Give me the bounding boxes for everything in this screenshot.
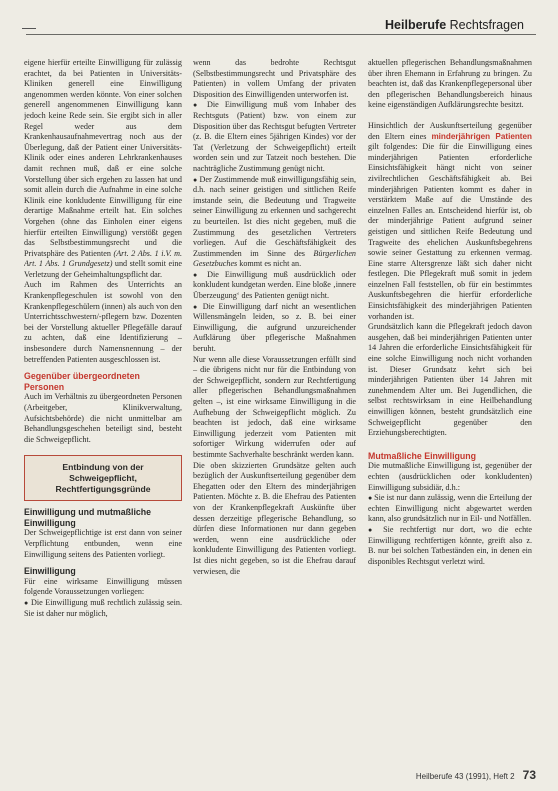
col2-bullet-1: ● Die Einwilligung muß vom Inhaber des Rechtsguts (Patient) bzw. von einem zur Disposition über das Rechtsgut befugten Vertreter (z. B. die Eltern eines 5jährigen Kindes) vor der Tat (Verletzung der Schweigepflicht) erteilt worden sein und zur Tatzeit noch bestehen. Die nachträgliche Zustimmung genügt nicht. [193,100,356,174]
col3-bullet-2: ● Sie rechtfertigt nur dort, wo die echte Einwilligung rechtfertigen könnte, greift also z. B. nur bei solchen Tatbeständen ein, in denen ein disponibles Rechtsgut verletzt wird. [368,525,532,567]
col2-bullet-4: ● Die Einwilligung darf nicht an wesentlichen Willensmängeln leiden, so z. B. bei einer Einwilligung, die aufgrund unzureichender Aufklärung über pflegerische Maßnahmen beruht. [193,302,356,355]
column-1 [24,58,182,756]
col1-paragraph-4: Der Schweigepflichtige ist erst dann von seiner Verpflichtung entbunden, wenn eine Einwilligung seitens des Patienten vorliegt. [24,528,182,559]
col2-b2-citation: Bürgerlichen Gesetzbuches [193,248,356,269]
running-title [385,18,524,32]
col2-bullet-2 [193,175,356,270]
col3-paragraph-3: Grundsätzlich kann die Pflegekraft jedoch davon ausgehen, daß bei minderjährigen Patienten unter 14 Jahren die erforderliche Einsichtsfähigkeit für eine solche Einwilligung noch nicht vorhanden ist. Dieser Grundsatz kehrt sich bei minderjährigen Patienten über 14 Jahren mit zunehmendem Alter um. Bei Jugendlichen, die selbst rechtswirksam in eine Heilbehandlung einwilligen können, besteht grundsätzlich eine Schweigepflicht gegenüber den Erziehungsberechtigten. [368,322,532,438]
heading-superiors [24,371,182,392]
column-3 [368,58,532,756]
column-2 [193,58,356,756]
col1-p1-text: eigene hierfür erteilte Einwilligung für zulässig erachtet, da bei Patienten in Universitäts-Kliniken generell eine Einwilligung angenommen werden könnte. Von einer solchen generell angenommenen Einwilligung kann jedoch keine Rede sein. Sie ergibt sich in aller Regel weder aus dem Krankenhausaufnahmevertrag noch aus der Überlegung, daß der Patient einer Universitäts-Klinik oder eines anderen Lehrkrankenhauses damit rechnen muß, daß er eine solche Vorstellung über sich ergehen zu lassen hat und somit allein durch die Aufnahme in eine solche Klinik eine konkludente Einwilligung für eine derartige Maßnahme erteilt hat. Ein solches Vorgehen (ohne das Einholen einer eigens hierfür erteilten Einwilligung) verstößt gegen das Selbstbestimmungsrecht und die Privatsphäre des Patienten [24,58,182,258]
col1-paragraph-1 [24,58,182,280]
col1-paragraph-5: Für eine wirksame Einwilligung müssen folgende Voraussetzungen vorliegen: [24,576,182,597]
col2-paragraph-2: Nur wenn alle diese Voraussetzungen erfüllt sind – die übrigens nicht nur für die Entbindung von der Schweigepflicht, sondern zur Rechtfertigung aller pflegerischen Behandlungsmaßnahmen gelten –, ist eine wirksame Einwilligung in die Aufhebung der Schweigepflicht möglich. Zu beachten ist jedoch, daß eine wirksame Einwilligung jederzeit vom Patienten mit sofortiger Wirkung widerrufen oder auf bestimmte Sachverhalte beschränkt werden kann. [193,354,356,459]
col1-p1-tail: und stellt somit eine Verletzung der Geheimhaltungspflicht dar. [24,259,182,279]
page-footer [416,768,536,782]
col2-b2-text: Der Zustimmende muß einwilligungsfähig sein, d.h. nach seiner geistigen und sittlichen Reife imstande sein, die Bedeutung und Tragweite seiner Einwilligung zu erkennen und sachgerecht zu beurteilen. Ist dies nicht gegeben, muß die Zustimmung des gesetzlichen Vertreters vorliegen. Auf die Geschäftsfähigkeit des Zustimmenden im Sinne des [193,174,356,258]
col3-paragraph-4: Die mutmaßliche Einwilligung ist, gegenüber der echten (ausdrücklichen oder konkludenten) Einwilligung subsidiär, d.h.: [368,461,532,492]
col3-p2-post: gilt folgendes: Die für die Einwilligung eines minderjährigen Patienten erforderliche Einsichtsfähigkeit hängt nicht von seiner zivilrechtlichen Geschäftsfähigkeit ab. Bei minderjährigen Patienten kommt es daher in verstärktem Maße auf die Umstände des einzelnen Falles an. Entscheidend hierfür ist, ob der minderjährige Patient aufgrund seiner geistigen und sittlichen Reife Bedeutung und Tragweite des ehelichen Auskunftsbegehrens sowie seiner Gestattung zu erkennen vermag. Eine starre Altersgrenze läßt sich daher nicht festlegen. Die Pflegekraft muß somit in jedem einzelnen Fall feststellen, ob für ein bestimmtes Auskunftsbegehren die hierfür erforderliche Einsichtsfähigkeit des minderjährigen Patienten vorhanden ist. [368,142,532,321]
heading-superiors-text: Gegenüber übergeordneten Personen [24,371,140,392]
col3-bullet-1: ● Sie ist nur dann zulässig, wenn die Erteilung der echten Einwilligung nicht abgewartet werden kann, also grundsätzlich nur in Eil- und Notfällen. [368,493,532,525]
header-tick [22,28,36,29]
heading-mutmassliche-text: Mutmaßliche Einwilligung [368,450,477,461]
col2-b2-tail: kommt es nicht an. [239,259,302,269]
heading-consent: Einwilligung und mutmaßliche Einwilligung [24,507,152,528]
col3-paragraph-2 [368,121,532,322]
footer-journal: Heilberufe 43 (1991), Heft 2 [415,772,515,781]
page-header [0,18,558,38]
heading-mutmassliche [368,451,532,462]
col2-paragraph-1: wenn das bedrohte Rechtsgut (Selbstbestimmungsrecht und Privatsphäre des Patienten) in vollem Umfang der privaten Disposition des Einwilligenden unterworfen ist. [193,58,356,99]
col2-paragraph-3: Die oben skizzierten Grundsätze gelten auch bezüglich der Auskunftserteilung gegenüber dem Ehegatten oder den Eltern des minderjährigen Patienten. Möchte z. B. die Ehefrau des Patienten von der Krankenpflegekraft Auskünfte über dessen derzeitige pflegerische Behandlung, so dürfen diese Informationen nur dann gegeben werden, wenn eine ausdrückliche oder konkludente Einwilligung des Patienten vorliegt. Ist dies nicht gegeben, so ist die Ehefrau darauf verwiesen, die [193,460,356,576]
page-number: 73 [522,768,536,782]
col3-p2-emphasis: minderjährigen Patienten [431,131,532,141]
col2-bullet-3: ● Die Einwilligung muß ausdrücklich oder konkludent kundgetan werden. Eine bloße ‚innere Überzeugung‘ des Patienten genügt nicht. [193,270,356,302]
running-title-bold: Heilberufe [385,18,447,32]
running-title-rest: Rechtsfragen [449,18,524,32]
heading-einwilligung: Einwilligung [24,566,76,577]
col1-paragraph-2: Auch im Rahmen des Unterrichts an Krankenpflegeschulen ist sowohl von den Krankenpflegeschülern (innen) als auch von den Unterrichtsschwestern/-pflegern bzw. Dozenten bei der Vorstellung aktueller Pflegefälle darauf zu achten, daß eine Identifizierung – insbesondere durch Namensnennung – der betreffenden Patienten ausgeschlossen ist. [24,280,182,364]
col1-p1-citation: (Art. 2 Abs. 1 i.V. m. Art. 1 Abs. 1 Grundgesetz) [24,248,182,269]
header-rule [26,34,536,35]
col1-paragraph-3: Auch im Verhältnis zu übergeordneten Personen (Arbeitgeber, Klinikverwaltung, Aufsichtsbehörde) die nicht unmittelbar am Behandlungsgeschehen beteiligt sind, besteht die Schweigepflicht. [24,392,182,444]
col3-p2-pre: Hinsichtlich der Auskunftserteilung gegenüber den Eltern eines [368,120,532,141]
col3-paragraph-1: aktuellen pflegerischen Behandlungsmaßnahmen über ihren Ehemann in Erfahrung zu bringen. Zu beachten ist, daß das Krankenpflegepersonal über den pflegerischen Behandlungsbereich hinaus keine eigenständigen Aufklärungsrechte besitzt. [368,58,532,110]
col1-bullet-1: ● Die Einwilligung muß rechtlich zulässig sein. Sie ist daher nur möglich, [24,598,182,619]
section-box-title: Entbindung von der Schweigepflicht, Rechtfertigungsgründe [24,455,182,501]
